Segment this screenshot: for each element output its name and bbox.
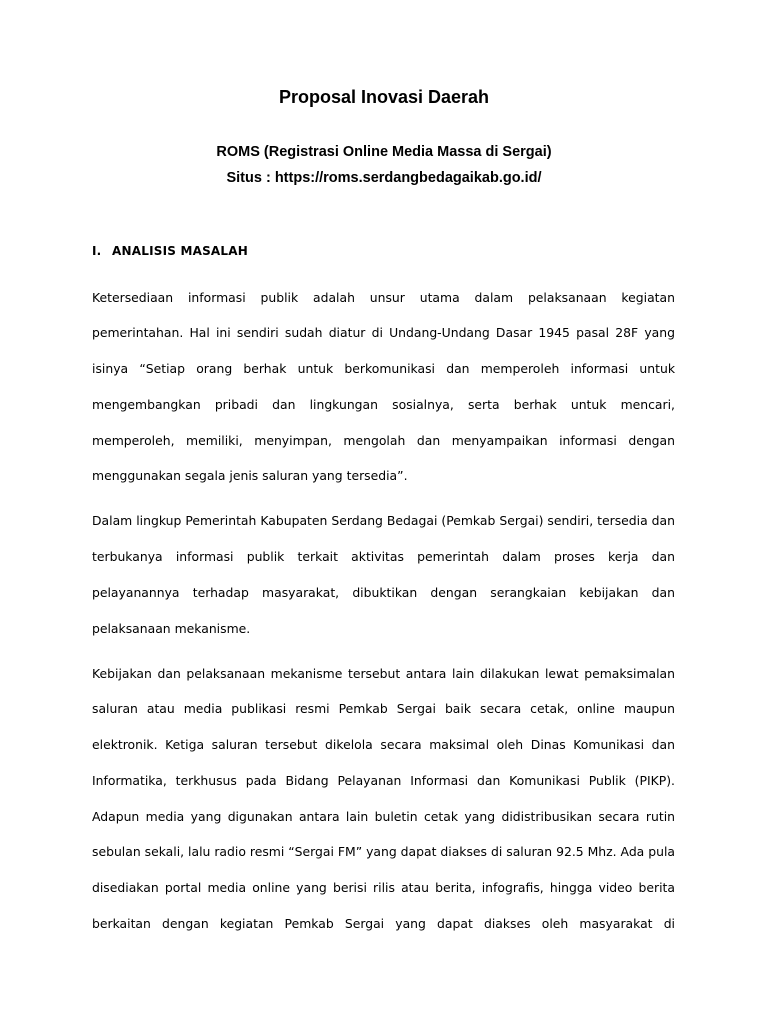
- paragraph-line: Ketersediaan informasi publik adalah unsur utama dalam pelaksanaan kegiatan: [92, 290, 675, 305]
- paragraph-line: disediakan portal media online yang berisi rilis atau berita, infografis, hingga video berita: [92, 880, 675, 895]
- document-subtitle: ROMS (Registrasi Online Media Massa di Sergai): [216, 144, 552, 160]
- paragraph-line: Adapun media yang digunakan antara lain buletin cetak yang didistribusikan secara rutin: [92, 809, 675, 824]
- paragraph-line: memperoleh, memiliki, menyimpan, mengolah dan menyampaikan informasi dengan: [92, 433, 675, 448]
- paragraph-line: berkaitan dengan kegiatan Pemkab Sergai yang dapat diakses oleh masyarakat di: [92, 916, 675, 931]
- paragraph-line: pemerintahan. Hal ini sendiri sudah diatur di Undang-Undang Dasar 1945 pasal 28F yang: [92, 325, 675, 340]
- paragraph-line: Kebijakan dan pelaksanaan mekanisme tersebut antara lain dilakukan lewat pemaksimalan: [92, 666, 675, 681]
- paragraph-line: Informatika, terkhusus pada Bidang Pelayanan Informasi dan Komunikasi Publik (PIKP).: [92, 773, 675, 788]
- section-heading: [92, 244, 248, 258]
- paragraph-line: sebulan sekali, lalu radio resmi “Sergai FM” yang dapat diakses di saluran 92.5 Mhz. Ada pula: [92, 844, 675, 859]
- paragraph-line: elektronik. Ketiga saluran tersebut dikelola secara maksimal oleh Dinas Komunikasi dan: [92, 737, 675, 752]
- document-site: Situs : https://roms.serdangbedagaikab.go.id/: [226, 170, 542, 186]
- section-title: ANALISIS MASALAH: [112, 244, 248, 258]
- section-number: I.: [92, 244, 102, 258]
- paragraph-line: menggunakan segala jenis saluran yang tersedia”.: [92, 468, 408, 483]
- paragraph-line: pelayanannya terhadap masyarakat, dibuktikan dengan serangkaian kebijakan dan: [92, 585, 675, 600]
- paragraph-line: terbukanya informasi publik terkait aktivitas pemerintah dalam proses kerja dan: [92, 549, 675, 564]
- paragraph-line: saluran atau media publikasi resmi Pemkab Sergai baik secara cetak, online maupun: [92, 701, 675, 716]
- paragraph-line: Dalam lingkup Pemerintah Kabupaten Serdang Bedagai (Pemkab Sergai) sendiri, tersedia dan: [92, 513, 675, 528]
- paragraph-line: isinya “Setiap orang berhak untuk berkomunikasi dan memperoleh informasi untuk: [92, 361, 675, 376]
- paragraph-line: pelaksanaan mekanisme.: [92, 621, 251, 636]
- document-title: Proposal Inovasi Daerah: [278, 87, 490, 107]
- paragraph-line: mengembangkan pribadi dan lingkungan sosialnya, serta berhak untuk mencari,: [92, 397, 675, 412]
